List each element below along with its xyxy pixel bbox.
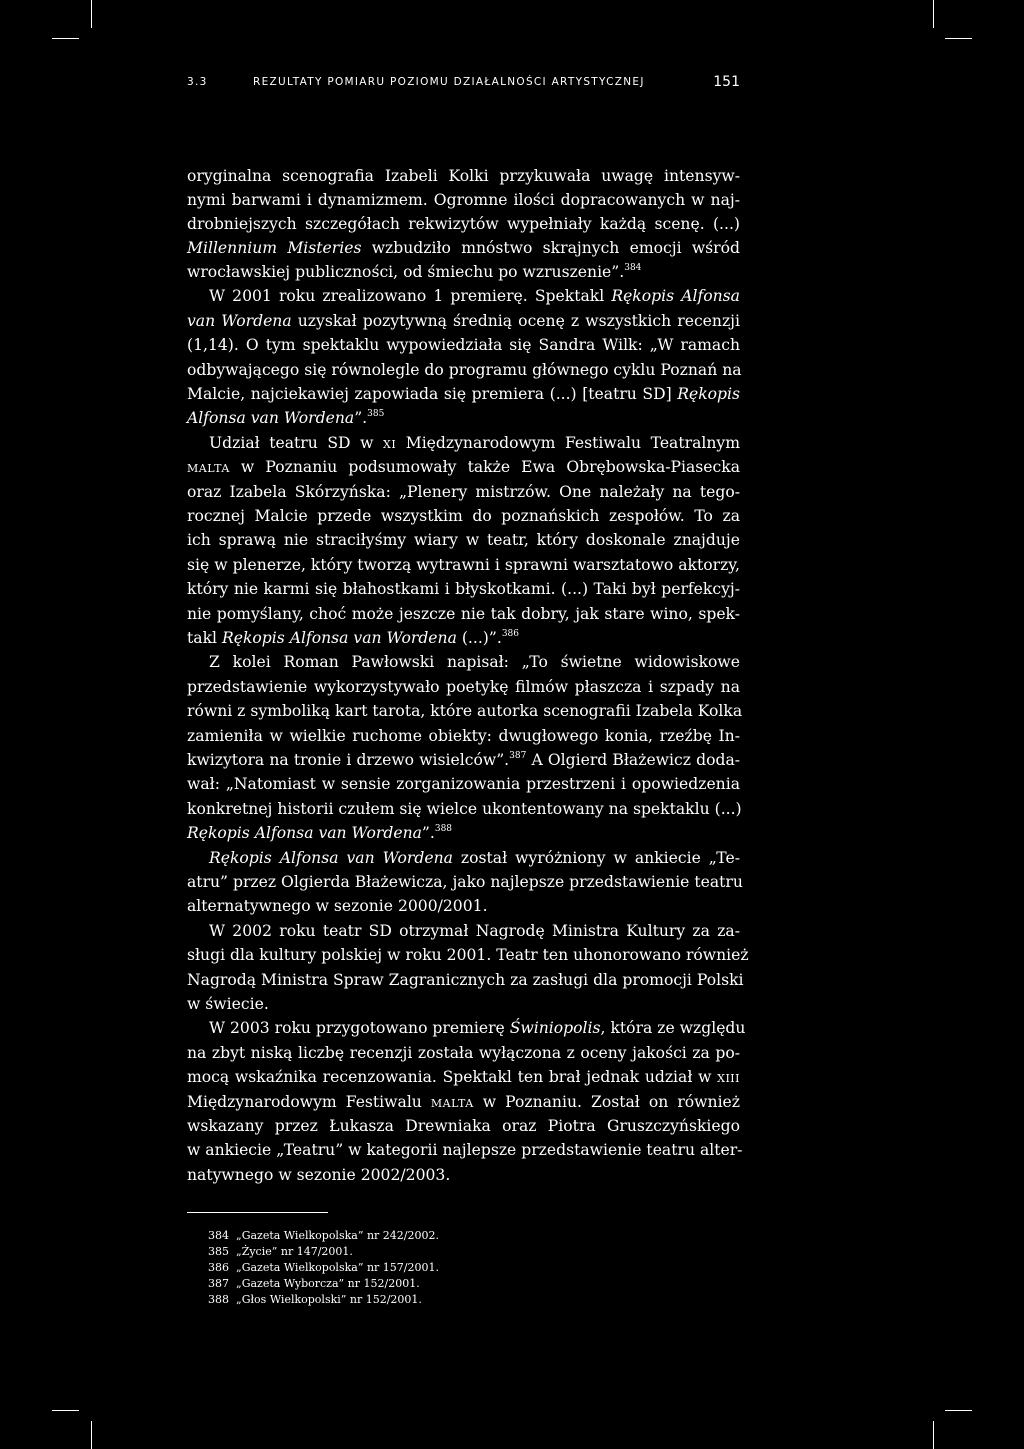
text-line: który nie karmi się błahostkami i błyskotkami. (...) Taki był perfekcyj- bbox=[187, 580, 740, 598]
footnote-text: „Głos Wielkopolski” nr 152/2001. bbox=[236, 1293, 422, 1306]
text-line: na zbyt niską liczbę recenzji została wyłączona z oceny jakości za po- bbox=[187, 1044, 740, 1062]
text-line: natywnego w sezonie 2002/2003. bbox=[187, 1166, 451, 1184]
footnote-number: 388 bbox=[208, 1293, 229, 1306]
footnote bbox=[208, 1276, 439, 1292]
text-line: atru” przez Olgierda Błażewicza, jako najlepsze przedstawienie teatru bbox=[187, 873, 743, 891]
text-line: Millennium Misteries wzbudziło mnóstwo skrajnych emocji wśród bbox=[187, 239, 741, 257]
text-line: Alfonsa van Wordena”.$^{385}$ bbox=[187, 409, 385, 427]
text-line: nymi barwami i dynamizmem. Ogromne ilości dopracowanych w naj- bbox=[187, 191, 740, 209]
footnote-text: „Gazeta Wielkopolska” nr 242/2002. bbox=[236, 1229, 439, 1242]
text-line: malta w Poznaniu podsumowały także Ewa Obrębowska-Piasecka bbox=[187, 458, 740, 476]
text-line: sługi dla kultury polskiej w roku 2001. Teatr ten uhonorowano również bbox=[187, 946, 749, 964]
crop-mark-bottom-left-h bbox=[52, 1410, 79, 1411]
footnote-ref: 384 bbox=[624, 263, 642, 273]
text-line: alternatywnego w sezonie 2000/2001. bbox=[187, 897, 488, 915]
running-header bbox=[187, 76, 740, 92]
text-line: Z kolei Roman Pawłowski napisał: „To świetne widowiskowe bbox=[209, 653, 740, 671]
text-line: równi z symboliką kart tarota, które autorka scenografii Izabela Kolka bbox=[187, 702, 743, 720]
text-line: rocznej Malcie przede wszystkim do poznańskich zespołów. To za bbox=[187, 507, 740, 525]
footnote-text: „Gazeta Wielkopolska” nr 157/2001. bbox=[236, 1261, 439, 1274]
footnote-ref: 388 bbox=[434, 824, 453, 834]
text-line: Międzynarodowym Festiwalu malta w Poznaniu. Został on również bbox=[187, 1093, 740, 1111]
footnotes bbox=[208, 1228, 439, 1308]
footnote-rule bbox=[187, 1212, 328, 1213]
footnote-number: 385 bbox=[208, 1245, 229, 1258]
text-line: w ankiecie „Teatru” w kategorii najlepsze przedstawienie teatru alter- bbox=[187, 1141, 743, 1159]
crop-mark-top-left-h bbox=[52, 38, 79, 39]
text-line: mocą wskaźnika recenzowania. Spektakl ten brał jednak udział w xiii bbox=[187, 1068, 740, 1086]
crop-mark-top-right-h bbox=[945, 38, 972, 39]
crop-mark-bottom-right bbox=[933, 1421, 934, 1449]
footnote-ref: 387 bbox=[509, 751, 527, 761]
footnote bbox=[208, 1244, 439, 1260]
footnote-ref: 385 bbox=[367, 409, 385, 419]
footnote bbox=[208, 1228, 439, 1244]
text-line: przedstawienie wykorzystywało poetykę filmów płaszcza i szpady na bbox=[187, 678, 740, 696]
text-line: takl Rękopis Alfonsa van Wordena (...)”.$^{386}$ bbox=[187, 629, 520, 647]
crop-mark-bottom-right-h bbox=[945, 1410, 972, 1411]
text-line: zamieniła w wielkie ruchome obiekty: dwugłowego konia, rzeźbę In- bbox=[187, 727, 740, 745]
crop-mark-top-left bbox=[91, 0, 92, 28]
text-line: drobniejszych szczegółach rekwizytów wypełniały każdą scenę. (...) bbox=[187, 215, 740, 233]
crop-mark-top-right bbox=[933, 0, 934, 28]
text-line: W 2001 roku zrealizowano 1 premierę. Spektakl Rękopis Alfonsa bbox=[209, 287, 740, 305]
text-line: Malcie, najciekawiej zapowiada się premiera (...) [teatru SD] Rękopis bbox=[187, 385, 740, 403]
text-line: w świecie. bbox=[187, 995, 269, 1013]
text-line: ich sprawą nie straciłyśmy wiary w teatr, który doskonale znajduje bbox=[187, 531, 740, 549]
footnote bbox=[208, 1292, 439, 1308]
section-title: REZULTATY POMIARU POZIOMU DZIAŁALNOŚCI ARTYSTYCZNEJ bbox=[253, 76, 645, 88]
section-number: 3.3 bbox=[187, 76, 208, 88]
text-line: Udział teatru SD w xi Międzynarodowym Festiwalu Teatralnym bbox=[209, 434, 740, 452]
text-line: W 2003 roku przygotowano premierę Świniopolis, która ze względu bbox=[209, 1019, 746, 1037]
text-line: Rękopis Alfonsa van Wordena”.$^{388}$ bbox=[187, 824, 453, 842]
text-line: się w plenerze, który tworzą wytrawni i sprawni warsztatowo aktorzy, bbox=[187, 556, 740, 574]
text-line: oraz Izabela Skórzyńska: „Plenery mistrzów. One należały na tego- bbox=[187, 483, 740, 501]
text-line: oryginalna scenografia Izabeli Kolki przykuwała uwagę intensyw- bbox=[187, 167, 740, 185]
footnote-text: „Życie” nr 147/2001. bbox=[236, 1245, 353, 1258]
text-line: wał: „Natomiast w sensie zorganizowania przestrzeni i opowiedzenia bbox=[187, 775, 740, 793]
crop-mark-bottom-left bbox=[91, 1421, 92, 1449]
text-line: odbywającego się równolegle do programu głównego cyklu Poznań na bbox=[187, 361, 742, 379]
footnote bbox=[208, 1260, 439, 1276]
text-line: Nagrodą Ministra Spraw Zagranicznych za zasługi dla promocji Polski bbox=[187, 971, 744, 989]
footnote-number: 384 bbox=[208, 1229, 229, 1242]
footnote-text: „Gazeta Wyborcza” nr 152/2001. bbox=[236, 1277, 420, 1290]
footnote-number: 386 bbox=[208, 1261, 229, 1274]
text-line: kwizytora na tronie i drzewo wisielców”.$^{387}$ A Olgierd Błażewicz doda- bbox=[187, 751, 741, 769]
text-line: wskazany przez Łukasza Drewniaka oraz Piotra Gruszczyńskiego bbox=[187, 1117, 740, 1135]
text-line: (1,14). O tym spektaklu wypowiedziała się Sandra Wilk: „W ramach bbox=[187, 336, 740, 354]
text-line: wrocławskiej publiczności, od śmiechu po wzruszenie”.$^{384}$ bbox=[187, 263, 642, 281]
footnote-ref: 386 bbox=[501, 629, 520, 639]
text-line: van Wordena uzyskał pozytywną średnią ocenę z wszystkich recenzji bbox=[187, 312, 740, 330]
text-line: W 2002 roku teatr SD otrzymał Nagrodę Ministra Kultury za za- bbox=[209, 922, 740, 940]
text-line: Rękopis Alfonsa van Wordena został wyróżniony w ankiecie „Te- bbox=[209, 849, 740, 867]
text-line: nie pomyślany, choć może jeszcze nie tak dobry, jak stare wino, spek- bbox=[187, 605, 740, 623]
text-line: konkretnej historii czułem się wielce ukontentowany na spektaklu (...) bbox=[187, 800, 742, 818]
page-number: 151 bbox=[713, 74, 740, 90]
footnote-number: 387 bbox=[208, 1277, 229, 1290]
